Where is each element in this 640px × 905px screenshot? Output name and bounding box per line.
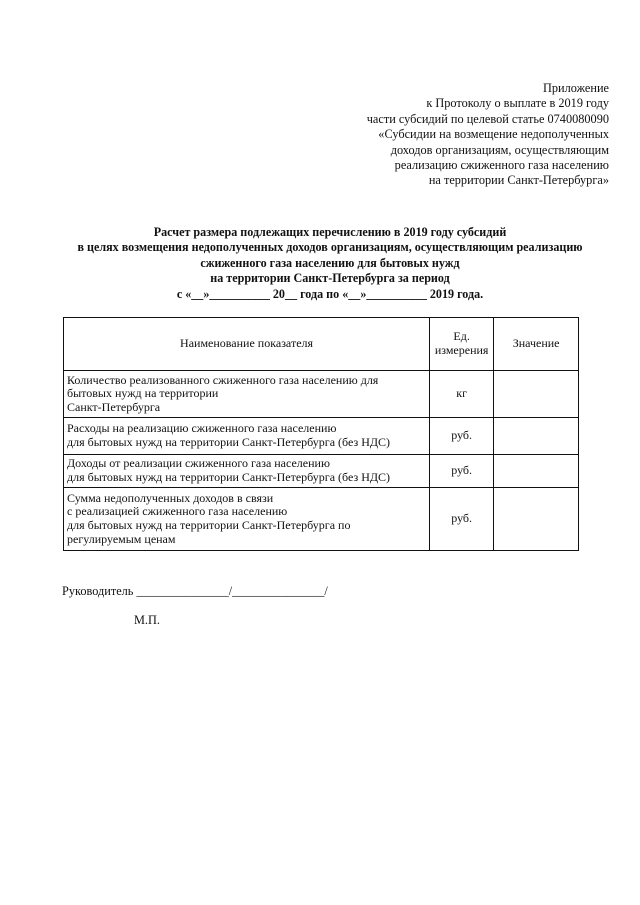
title-line: сжиженного газа населению для бытовых нужд: [200, 255, 460, 270]
value-cell[interactable]: [494, 488, 579, 551]
table-row: [64, 418, 579, 455]
value-cell[interactable]: [494, 455, 579, 488]
signature-line: [62, 584, 328, 599]
header-unit: Ед. измерения: [430, 318, 494, 371]
appendix-line: к Протоколу о выплате в 2019 году: [426, 96, 609, 111]
indicator-name-cell: [64, 488, 430, 551]
indicator-name-line: Санкт-Петербурга: [67, 399, 161, 414]
indicator-name-line: Доходы от реализации сжиженного газа населению: [67, 456, 330, 471]
header-value: Значение: [494, 318, 579, 371]
table-row: [64, 455, 579, 488]
table-row: [64, 371, 579, 418]
title-line: с «__»__________ 20__ года по «__»__________ 2019 года.: [176, 286, 484, 301]
header-indicator-name: Наименование показателя: [64, 318, 430, 371]
value-cell[interactable]: [494, 371, 579, 418]
indicator-name-cell: [64, 455, 430, 488]
indicator-name-cell: [64, 418, 430, 455]
unit-cell: руб.: [430, 455, 494, 488]
signature-label: Руководитель: [62, 584, 134, 598]
indicator-name-line: Количество реализованного сжиженного газа населению для: [67, 372, 379, 387]
unit-cell: кг: [430, 371, 494, 418]
indicator-name-line: регулируемым ценам: [67, 531, 176, 546]
unit-cell: руб.: [430, 488, 494, 551]
title-line: Расчет размера подлежащих перечислению в 2019 году субсидий: [153, 225, 507, 239]
indicator-name-line: с реализацией сжиженного газа населению: [67, 504, 288, 519]
indicator-name-line: бытовых нужд на территории: [67, 386, 219, 401]
indicator-name-cell: [64, 371, 430, 418]
appendix-line: части субсидий по целевой статье 0740080090: [366, 111, 609, 126]
value-cell[interactable]: [494, 418, 579, 455]
table-row: [64, 488, 579, 551]
appendix-line: доходов организациям, осуществляющим: [390, 142, 609, 157]
indicator-name-line: для бытовых нужд на территории Санкт-Петербурга (без НДС): [67, 470, 391, 484]
table-header-row: [64, 318, 579, 371]
appendix-line: Приложение: [543, 81, 609, 95]
indicator-name-line: Расходы на реализацию сжиженного газа населению: [67, 421, 337, 436]
indicator-name-line: Сумма недополученных доходов в связи: [67, 490, 274, 505]
appendix-line: «Субсидии на возмещение недополученных: [378, 127, 609, 142]
appendix-line: реализацию сжиженного газа населению: [394, 158, 609, 173]
indicator-name-line: для бытовых нужд на территории Санкт-Петербурга по: [67, 518, 351, 532]
unit-cell: руб.: [430, 418, 494, 455]
stamp-place: М.П.: [134, 613, 160, 627]
title-line: в целях возмещения недополученных доходов организациям, осуществляющим реализацию: [77, 240, 583, 255]
signature-blanks: _______________/_______________/: [133, 584, 328, 598]
appendix-line: на территории Санкт-Петербурга»: [428, 173, 609, 188]
indicator-name-line: для бытовых нужд на территории Санкт-Петербурга (без НДС): [67, 435, 391, 449]
appendix-note: [367, 81, 609, 189]
title-line: на территории Санкт-Петербурга за период: [210, 271, 450, 286]
document-title: [40, 225, 620, 302]
calculation-table: [63, 317, 579, 551]
